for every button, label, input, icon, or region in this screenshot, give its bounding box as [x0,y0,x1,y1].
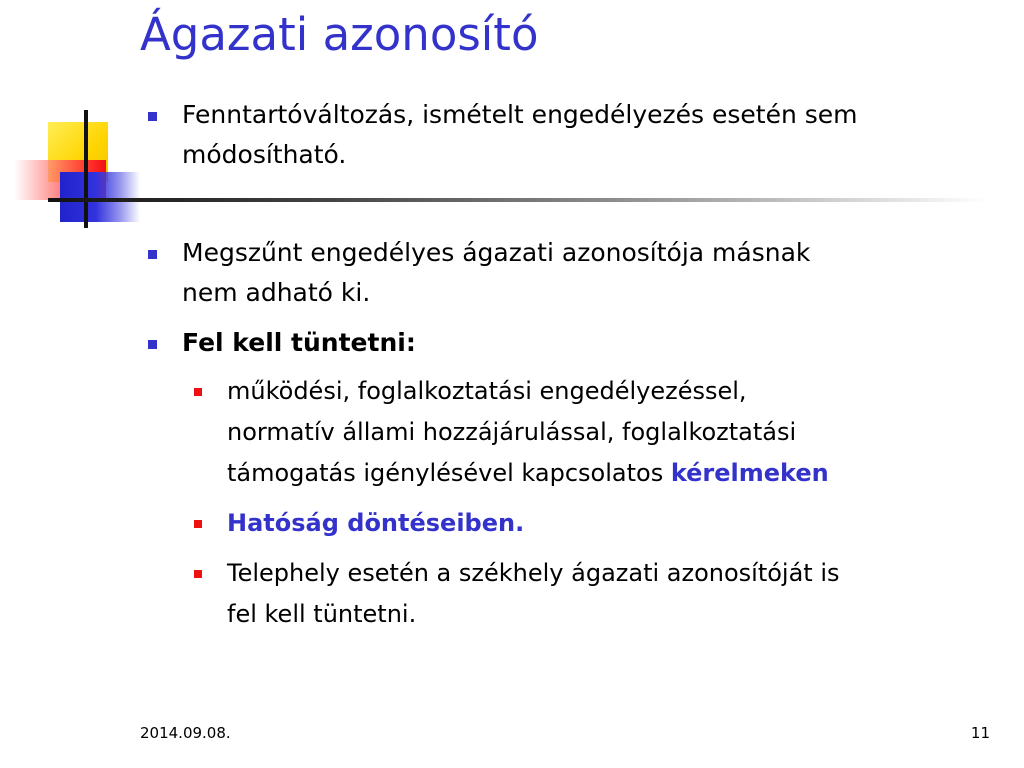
subbullet-item-continuation [227,411,796,453]
bullet-item [182,322,416,364]
red-square-bullet-icon [194,570,202,578]
subbullet-item [227,502,524,544]
subbullet-text-emphasis: Hatóság döntéseiben. [227,509,525,537]
subbullet-item [227,370,747,412]
subbullet-item-continuation [227,593,416,635]
logo-blue-bar [60,172,140,222]
subbullet-text-line: működési, foglalkoztatási engedélyezéssel, [227,377,747,405]
subbullet-item-continuation [227,452,829,494]
bullet-text-bold: Fel kell tüntetni: [182,328,416,357]
red-square-bullet-icon [194,520,202,528]
footer-page-number: 11 [970,724,990,742]
logo-vertical-line [84,110,88,228]
bullet-text-line: Megszűnt engedélyes ágazati azonosítója másnak [182,238,811,267]
bullet-item-continuation [182,272,370,314]
red-square-bullet-icon [194,388,202,396]
subbullet-text-line: Telephely esetén a székhely ágazati azonosítóját is [227,559,840,587]
slide-title: Ágazati azonosító [140,8,539,61]
square-bullet-icon [148,250,157,259]
subbullet-text-line: normatív állami hozzájárulással, foglalkoztatási [227,418,797,446]
bullet-item [182,232,810,274]
title-divider-line [48,198,988,202]
footer-date: 2014.09.08. [140,724,231,742]
square-bullet-icon [148,340,157,349]
bullet-text-line: Fenntartóváltozás, ismételt engedélyezés esetén sem [182,100,858,129]
emphasis-text: kérelmeken [670,459,829,487]
subbullet-item [227,552,840,594]
square-bullet-icon [148,112,157,121]
bullet-text-line: nem adható ki. [182,278,371,307]
subbullet-text-line: fel kell tüntetni. [227,600,417,628]
bullet-item-continuation [182,134,346,176]
bullet-item [182,94,858,136]
subbullet-text-line: támogatás igénylésével kapcsolatos [227,459,671,487]
bullet-text-line: módosítható. [182,140,347,169]
